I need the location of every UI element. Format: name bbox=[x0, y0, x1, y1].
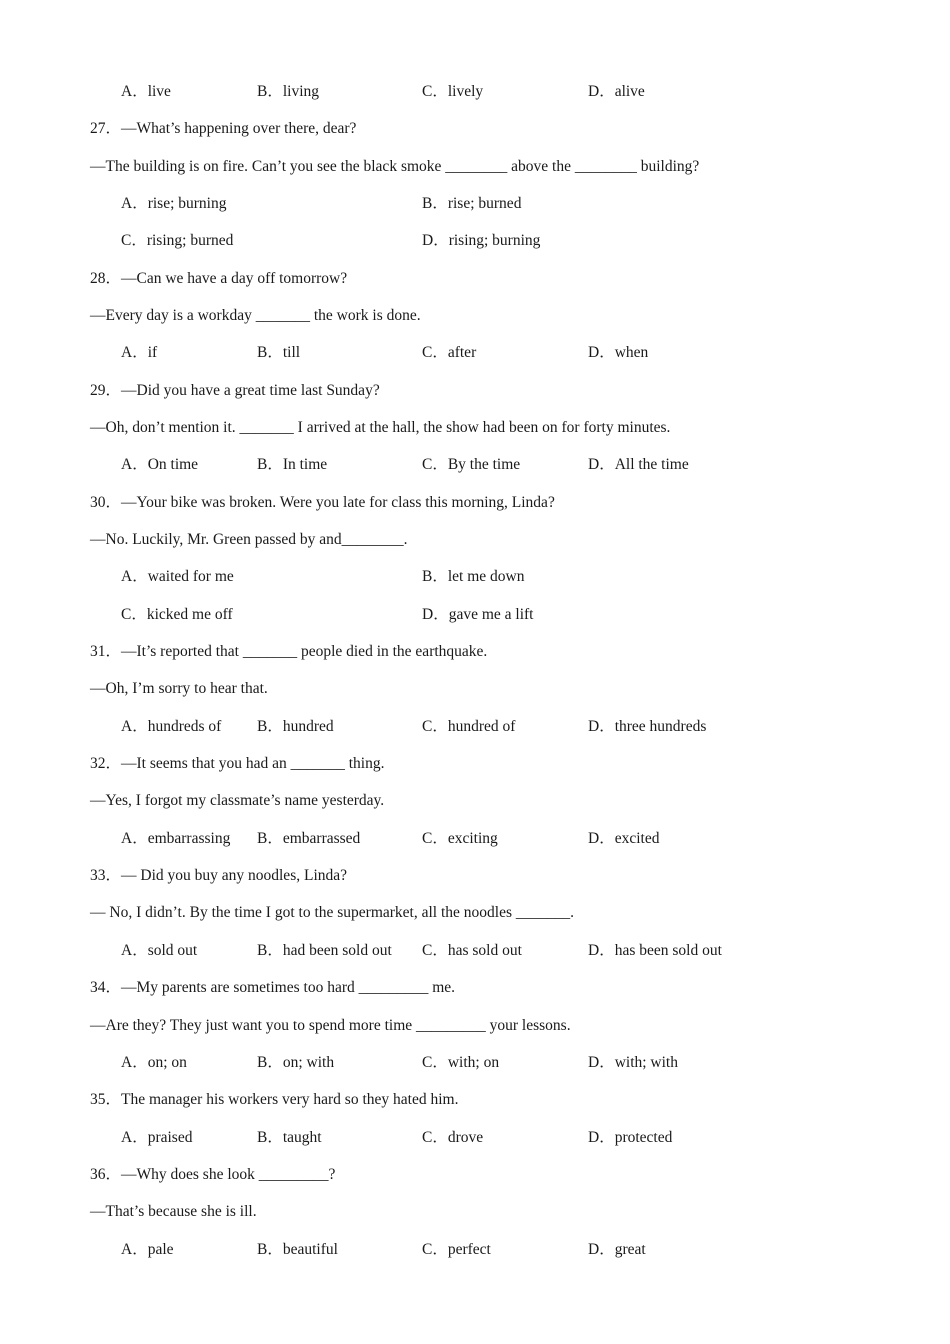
option-d: D．three hundreds bbox=[588, 718, 707, 735]
option-c: C．drove bbox=[422, 1129, 484, 1146]
option-c: C．lively bbox=[422, 83, 484, 100]
option-b: B．rise; burned bbox=[422, 195, 522, 212]
question-stem: 34．—My parents are sometimes too hard _________ me. bbox=[90, 979, 456, 996]
option-b: B．embarrassed bbox=[257, 830, 361, 847]
option-b: B．taught bbox=[257, 1129, 322, 1146]
question-stem: 33．— Did you buy any noodles, Linda? bbox=[90, 867, 348, 884]
option-c: C．after bbox=[422, 344, 477, 361]
option-d: D．All the time bbox=[588, 456, 689, 473]
option-a: A．pale bbox=[121, 1241, 174, 1258]
option-d: D．gave me a lift bbox=[422, 606, 534, 623]
question-stem: 29．—Did you have a great time last Sunday? bbox=[90, 382, 380, 399]
option-c: C．rising; burned bbox=[121, 232, 234, 249]
option-d: D．excited bbox=[588, 830, 660, 847]
option-a: A．waited for me bbox=[121, 568, 234, 585]
question-stem: 30．—Your bike was broken. Were you late for class this morning, Linda? bbox=[90, 494, 555, 511]
option-a: A．sold out bbox=[121, 942, 198, 959]
option-a: A．rise; burning bbox=[121, 195, 227, 212]
option-c: C．hundred of bbox=[422, 718, 516, 735]
question-reply: —Oh, don’t mention it. _______ I arrived at the hall, the show had been on for forty minutes. bbox=[90, 419, 671, 436]
question-reply: —Yes, I forgot my classmate’s name yesterday. bbox=[90, 792, 385, 809]
option-a: A．if bbox=[121, 344, 158, 361]
option-a: A．On time bbox=[121, 456, 199, 473]
option-b: B．In time bbox=[257, 456, 328, 473]
option-c: C．with; on bbox=[422, 1054, 500, 1071]
option-d: D．great bbox=[588, 1241, 646, 1258]
question-reply: —Every day is a workday _______ the work is done. bbox=[90, 307, 421, 324]
option-b: B．had been sold out bbox=[257, 942, 392, 959]
question-stem: 28．—Can we have a day off tomorrow? bbox=[90, 270, 348, 287]
option-c: C．kicked me off bbox=[121, 606, 233, 623]
option-b: B．beautiful bbox=[257, 1241, 338, 1258]
question-reply: —That’s because she is ill. bbox=[90, 1203, 257, 1220]
option-d: D．protected bbox=[588, 1129, 673, 1146]
question-stem: 32．—It seems that you had an _______ thing. bbox=[90, 755, 385, 772]
option-d: D．has been sold out bbox=[588, 942, 722, 959]
question-reply: —Are they? They just want you to spend more time _________ your lessons. bbox=[90, 1017, 571, 1034]
option-c: C．exciting bbox=[422, 830, 498, 847]
option-a: A．on; on bbox=[121, 1054, 187, 1071]
option-c: C．perfect bbox=[422, 1241, 491, 1258]
option-c: C．By the time bbox=[422, 456, 521, 473]
question-stem: 31．—It’s reported that _______ people died in the earthquake. bbox=[90, 643, 488, 660]
option-d: D．rising; burning bbox=[422, 232, 541, 249]
option-b: B．hundred bbox=[257, 718, 334, 735]
option-a: A．embarrassing bbox=[121, 830, 231, 847]
option-b: B．on; with bbox=[257, 1054, 335, 1071]
option-c: C．has sold out bbox=[422, 942, 522, 959]
option-d: D．alive bbox=[588, 83, 645, 100]
question-reply: —The building is on fire. Can’t you see the black smoke ________ above the ________ building? bbox=[90, 158, 700, 175]
question-stem: 36．—Why does she look _________? bbox=[90, 1166, 336, 1183]
option-d: D．when bbox=[588, 344, 649, 361]
question-stem: 27．—What’s happening over there, dear? bbox=[90, 120, 357, 137]
option-a: A．praised bbox=[121, 1129, 193, 1146]
option-b: B．let me down bbox=[422, 568, 525, 585]
option-d: D．with; with bbox=[588, 1054, 678, 1071]
option-b: B．living bbox=[257, 83, 320, 100]
option-b: B．till bbox=[257, 344, 301, 361]
option-a: A．live bbox=[121, 83, 171, 100]
option-a: A．hundreds of bbox=[121, 718, 222, 735]
question-reply: — No, I didn’t. By the time I got to the supermarket, all the noodles _______. bbox=[90, 904, 575, 921]
question-reply: —No. Luckily, Mr. Green passed by and________. bbox=[90, 531, 408, 548]
question-stem: 35．The manager his workers very hard so they hated him. bbox=[90, 1091, 459, 1108]
question-reply: —Oh, I’m sorry to hear that. bbox=[90, 680, 268, 697]
